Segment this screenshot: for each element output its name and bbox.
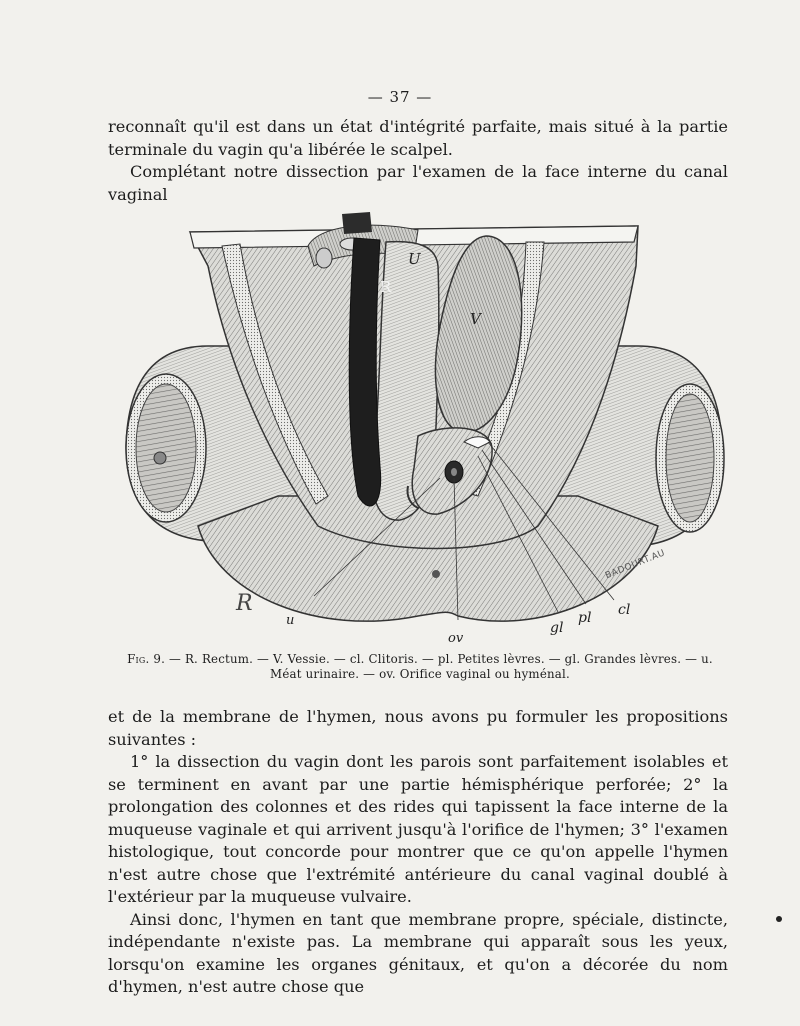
paragraph-intro: Complétant notre dissection par l'examen de la face interne du canal vaginal: [108, 162, 728, 204]
label-orifice: ov: [448, 631, 464, 646]
label-meat: u: [286, 613, 295, 628]
bottom-text-block: [108, 706, 728, 999]
anatomical-figure: [118, 196, 728, 646]
figure-caption-text: — R. Rectum. — V. Vessie. — cl. Clitoris. — pl. Petites lèvres. — gl. Grandes lèvres. — u. Méat urinaire. — ov. Orifice vaginal ou hyménal.: [165, 652, 713, 681]
paragraph-continuation: reconnaît qu'il est dans un état d'intégrité parfaite, mais situé à la partie terminale du vagin qu'a libérée le scalpel.: [108, 117, 728, 159]
margin-dot: [776, 916, 782, 922]
page-number: — 37 —: [367, 88, 433, 106]
label-uterus: U: [408, 250, 421, 268]
label-clitoris: cl: [618, 602, 631, 618]
rectum: [349, 238, 380, 506]
label-rectum: R: [380, 278, 392, 296]
watermark: BADOURT.AU: [604, 548, 667, 582]
figure-number: Fig. 9.: [127, 652, 166, 666]
paragraph-list: 1° la dissection du vagin dont les parois sont parfaitement isolables et se terminent en avant par une partie hémisphérique perforée; 2° la prolongation des colonnes et des rides qui tapissent la face interne de la muqueuse vaginale et qui arrivent jusqu'à l'orifice de l'hymen; 3° l'examen histologique, tout concorde pour montrer que ce qu'on appelle l'hymen n'est autre chose que l'extrémité antérieure du canal vaginal doublé à l'extérieur par la muqueuse vulvaire.: [108, 752, 728, 906]
figure-illustration: [118, 196, 728, 646]
paragraph-propositions: et de la membrane de l'hymen, nous avons pu formuler les propositions suivantes :: [108, 707, 728, 749]
label-grandes-levres: gl: [550, 620, 564, 636]
paragraph-conclusion: Ainsi donc, l'hymen en tant que membrane propre, spéciale, distincte, indépendante n'existe pas. La membrane qui apparaît sous les yeux, lorsqu'on examine les organes génitaux, et qu'on a décorée du nom d'hymen, n'est autre chose que: [108, 909, 728, 996]
label-vessie: V: [470, 310, 481, 328]
artist-signature: R: [236, 591, 253, 616]
top-text-block: [108, 116, 728, 206]
figure-caption: [112, 652, 728, 682]
label-petites-levres: pl: [578, 610, 592, 626]
